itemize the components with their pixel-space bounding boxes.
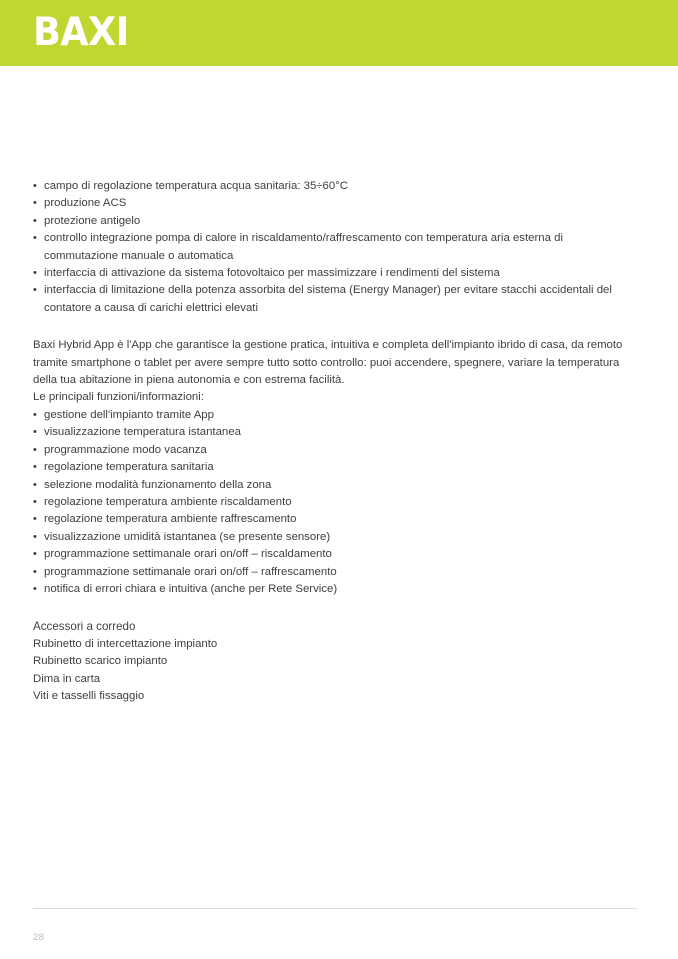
header-band <box>0 0 678 66</box>
page-number: 28 <box>33 932 45 943</box>
list-item: • programmazione settimanale orari on/off – riscaldamento <box>33 546 637 563</box>
accessories-title: Accessori a corredo <box>33 620 136 634</box>
spacer <box>33 317 637 337</box>
accessory-line: Rubinetto scarico impianto <box>33 655 168 668</box>
feature-list <box>33 178 637 317</box>
app-paragraph: Baxi Hybrid App è l'App che garantisce la gestione pratica, intuitiva e completa dell'impianto ibrido di casa, da remoto tramite smartphone o tablet per avere sempre tutto sotto controllo: puoi accendere, spegnere, variare la temperatura della tua abitazione in piena autonomia e con estrema facilità. <box>33 339 623 387</box>
list-item: • visualizzazione temperatura istantanea <box>33 424 637 441</box>
brand-logo: BAXI <box>33 10 129 55</box>
list-item: • regolazione temperatura ambiente raffrescamento <box>33 511 637 528</box>
accessory-line: Rubinetto di intercettazione impianto <box>33 637 218 650</box>
page-content <box>33 178 637 705</box>
functions-list <box>33 407 637 598</box>
list-item: • regolazione temperatura sanitaria <box>33 459 637 476</box>
accessory-line: Dima in carta <box>33 672 101 685</box>
list-item: • interfaccia di attivazione da sistema fotovoltaico per massimizzare i rendimenti del sistema <box>33 265 637 282</box>
list-item: • campo di regolazione temperatura acqua sanitaria: 35÷60°C <box>33 178 637 195</box>
list-item: • interfaccia di limitazione della potenza assorbita del sistema (Energy Manager) per evitare stacchi accidentali del contatore a causa di carichi elettrici elevati <box>33 282 637 317</box>
list-item: • programmazione modo vacanza <box>33 442 637 459</box>
list-item: • controllo integrazione pompa di calore in riscaldamento/raffrescamento con temperatura aria esterna di commutazione manuale o automatica <box>33 230 637 265</box>
footer-divider <box>33 908 637 909</box>
list-item: • notifica di errori chiara e intuitiva (anche per Rete Service) <box>33 581 637 598</box>
list-item: • gestione dell'impianto tramite App <box>33 407 637 424</box>
accessory-line: Viti e tasselli fissaggio <box>33 689 145 702</box>
list-item: • regolazione temperatura ambiente riscaldamento <box>33 494 637 511</box>
spacer <box>33 598 637 618</box>
list-item: • produzione ACS <box>33 195 637 212</box>
list-item: • visualizzazione umidità istantanea (se presente sensore) <box>33 529 637 546</box>
list-item: • programmazione settimanale orari on/off – raffrescamento <box>33 564 637 581</box>
list-item: • selezione modalità funzionamento della zona <box>33 477 637 494</box>
functions-intro: Le principali funzioni/informazioni: <box>33 391 204 404</box>
list-item: • protezione antigelo <box>33 213 637 230</box>
